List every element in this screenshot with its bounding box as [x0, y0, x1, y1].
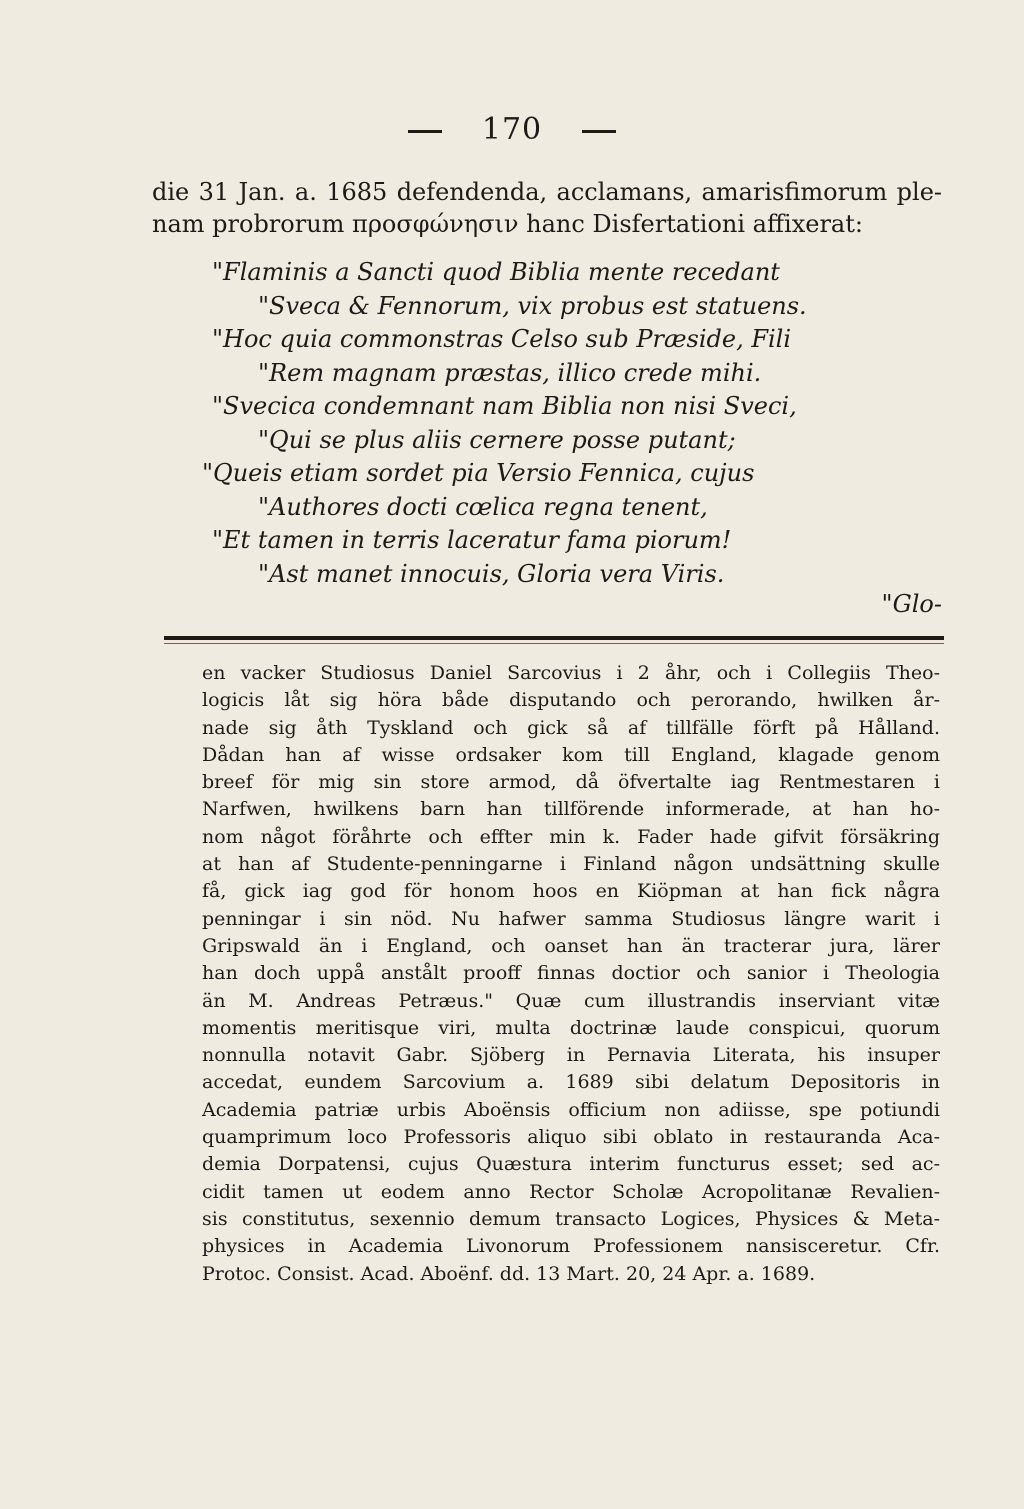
- footnote-line: cidit tamen ut eodem anno Rector Scholæ Acropolitanæ Revalien-: [202, 1180, 940, 1203]
- body-line: die 31 Jan. a. 1685 defendenda, acclamans, amarisfimorum ple-: [152, 178, 942, 206]
- footnote-line: penningar i sin nöd. Nu hafwer samma Studiosus längre warit i: [202, 907, 940, 930]
- page-header: [0, 112, 1024, 147]
- footnote-line: Narfwen, hwilkens barn han tillförende informerade, at han ho-: [202, 798, 940, 821]
- verse-line: "Hoc quia commonstras Celso sub Præside, Fili: [212, 325, 791, 353]
- footnote-line: Gripswald än i England, och oanset han än tracterar jura, lärer: [202, 934, 940, 957]
- catchword: "Glo-: [881, 590, 942, 618]
- verse-line: "Qui se plus aliis cernere posse putant;: [258, 425, 736, 454]
- footnote-line: en vacker Studiosus Daniel Sarcovius i 2 åhr, och i Collegiis Theo-: [202, 662, 940, 684]
- footnote-line: sis constitutus, sexennio demum transacto Logices, Physices & Meta-: [202, 1207, 940, 1230]
- footnote-rule: [164, 636, 944, 640]
- footnote-line: nom något föråhrte och effter min k. Fader hade gifvit försäkring: [202, 825, 940, 848]
- footnote-line: breef för mig sin store armod, då öfvertalte iag Rentmestaren i: [202, 771, 940, 794]
- footnote-rule-thin: [164, 643, 944, 644]
- footnote-line: få, gick iag god för honom hoos en Kiöpman at han fick några: [202, 880, 940, 903]
- footnote-line: logicis låt sig höra både disputando och perorando, hwilken år-: [202, 689, 940, 712]
- footnote-text: [202, 660, 940, 1288]
- footnote-line: physices in Academia Livonorum Professionem nansisceretur. Cfr.: [202, 1235, 940, 1258]
- footnote-line: nade sig åth Tyskland och gick så af tillfälle förft på Hålland.: [202, 716, 940, 739]
- footnote-line: än M. Andreas Petræus." Quæ cum illustrandis inserviant vitæ: [202, 989, 940, 1012]
- verse-block: [150, 256, 950, 591]
- verse-line: "Et tamen in terris laceratur fama piorum!: [212, 526, 732, 554]
- header-dash-right: [582, 130, 616, 133]
- body-line: nam probrorum προσφώνησιν hanc Disfertationi affixerat:: [152, 210, 863, 238]
- page-number: 170: [481, 112, 543, 147]
- header-dash-left: [408, 130, 442, 133]
- footnote-line: Academia patriæ urbis Aboënsis officium non adiisse, spe potiundi: [202, 1098, 940, 1121]
- footnote-line: momentis meritisque viri, multa doctrinæ laude conspicui, quorum: [202, 1016, 940, 1039]
- footnote-line: accedat, eundem Sarcovium a. 1689 sibi delatum Depositoris in: [202, 1071, 940, 1094]
- footnote-line: quamprimum loco Professoris aliquo sibi oblato in restauranda Aca-: [202, 1126, 940, 1149]
- footnote-line: han doch uppå anstålt prooff finnas doctior och sanior i Theologia: [202, 962, 940, 985]
- body-paragraph: [152, 176, 942, 240]
- footnote-line: nonnulla notavit Gabr. Sjöberg in Pernavia Literata, his insuper: [202, 1044, 940, 1067]
- verse-line: "Ast manet innocuis, Gloria vera Viris.: [258, 559, 725, 588]
- footnote-line: demia Dorpatensi, cujus Quæstura interim functurus esset; sed ac-: [202, 1153, 940, 1176]
- verse-line: "Rem magnam præstas, illico crede mihi.: [258, 358, 762, 387]
- footnote-line: Protoc. Consist. Acad. Aboënf. dd. 13 Mart. 20, 24 Apr. a. 1689.: [202, 1262, 816, 1285]
- footnote-line: at han af Studente-penningarne i Finland någon undsättning skulle: [202, 853, 940, 876]
- verse-line: "Sveca & Fennorum, vix probus est statuens.: [258, 291, 807, 320]
- verse-line: "Flaminis a Sancti quod Biblia mente recedant: [212, 258, 780, 286]
- verse-line: "Svecica condemnant nam Biblia non nisi Sveci,: [212, 392, 797, 420]
- verse-line: "Authores docti cœlica regna tenent,: [258, 492, 708, 521]
- footnote-line: Dådan han af wisse ordsaker kom till England, klagade genom: [202, 743, 940, 766]
- verse-line: "Queis etiam sordet pia Versio Fennica, cujus: [202, 459, 755, 487]
